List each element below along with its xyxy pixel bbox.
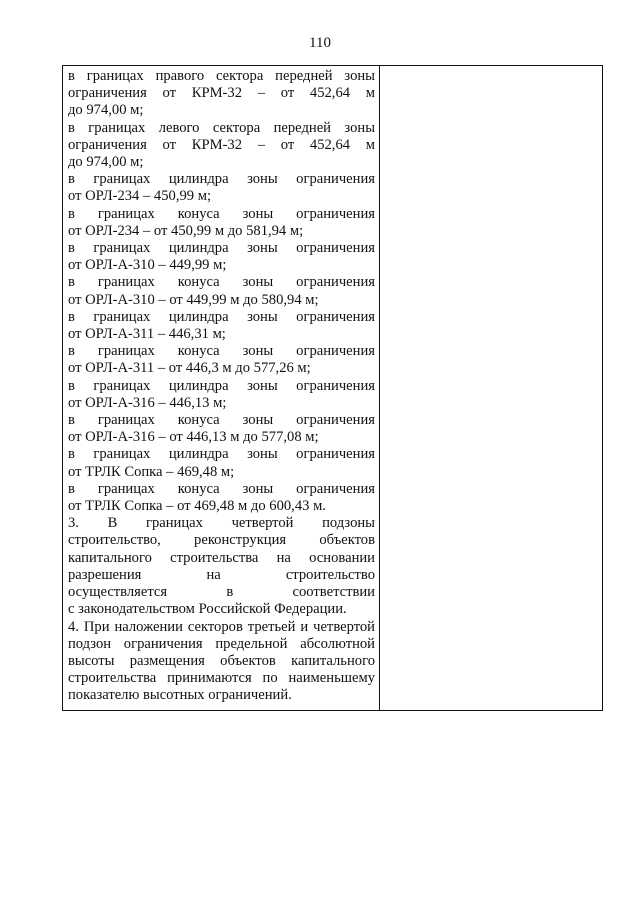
text-paragraph <box>68 378 375 412</box>
text-line: высоты размещения объектов капитального <box>68 652 375 669</box>
text-line: в границах цилиндра зоны ограничения <box>68 171 375 188</box>
text-line: в границах конуса зоны ограничения <box>68 343 375 360</box>
text-paragraph <box>68 515 375 618</box>
text-line: подзон ограничения предельной абсолютной <box>68 635 375 652</box>
text-line: от ОРЛ-А-310 – от 449,99 м до 580,94 м; <box>68 291 319 308</box>
text-line: ограничения от КРМ-32 – от 452,64 м <box>68 136 375 153</box>
text-line: разрешения на строительство <box>68 566 375 583</box>
text-line: строительства принимаются по наименьшему <box>68 670 375 687</box>
text-line: 4. При наложении секторов третьей и четвертой <box>68 618 375 635</box>
text-line: в границах цилиндра зоны ограничения <box>68 308 375 325</box>
text-paragraph <box>68 120 375 172</box>
text-line: до 974,00 м; <box>68 102 144 119</box>
text-paragraph <box>68 412 375 446</box>
text-paragraph <box>68 240 375 274</box>
page-number: 110 <box>309 35 331 51</box>
text-line: осуществляется в соответствии <box>68 584 375 601</box>
text-paragraph <box>68 171 375 205</box>
text-line: в границах конуса зоны ограничения <box>68 412 375 429</box>
text-line: от ОРЛ-А-310 – 449,99 м; <box>68 257 227 274</box>
text-paragraph <box>68 343 375 377</box>
text-paragraph <box>68 481 375 515</box>
text-line: от ОРЛ-234 – 450,99 м; <box>68 188 212 205</box>
text-line: с законодательством Российской Федерации. <box>68 601 347 618</box>
text-line: от ОРЛ-А-311 – от 446,3 м до 577,26 м; <box>68 360 311 377</box>
table-text-column <box>63 66 380 710</box>
text-paragraph <box>68 206 375 240</box>
text-line: в границах конуса зоны ограничения <box>68 480 375 497</box>
text-paragraph <box>68 446 375 480</box>
text-line: от ОРЛ-А-316 – от 446,13 м до 577,08 м; <box>68 429 319 446</box>
text-line: от ТРЛК Сопка – 469,48 м; <box>68 463 235 480</box>
text-line: 3. В границах четвертой подзоны <box>68 515 375 532</box>
text-paragraph <box>68 274 375 308</box>
text-line: от ТРЛК Сопка – от 469,48 м до 600,43 м. <box>68 498 326 515</box>
text-line: до 974,00 м; <box>68 154 144 171</box>
text-line: в границах цилиндра зоны ограничения <box>68 377 375 394</box>
table-empty-column <box>380 66 602 710</box>
text-line: строительство, реконструкция объектов <box>68 532 375 549</box>
text-paragraph <box>68 619 375 705</box>
text-line: в границах конуса зоны ограничения <box>68 205 375 222</box>
text-line: в границах цилиндра зоны ограничения <box>68 240 375 257</box>
text-line: от ОРЛ-234 – от 450,99 м до 581,94 м; <box>68 222 304 239</box>
text-line: от ОРЛ-А-311 – 446,31 м; <box>68 326 226 343</box>
text-line: показателю высотных ограничений. <box>68 687 292 704</box>
text-paragraph <box>68 309 375 343</box>
text-line: в границах левого сектора передней зоны <box>68 119 375 136</box>
document-table <box>62 65 603 711</box>
text-paragraph <box>68 68 375 120</box>
text-line: от ОРЛ-А-316 – 446,13 м; <box>68 394 227 411</box>
text-line: в границах конуса зоны ограничения <box>68 274 375 291</box>
text-line: капитального строительства на основании <box>68 549 375 566</box>
text-line: в границах цилиндра зоны ограничения <box>68 446 375 463</box>
text-line: в границах правого сектора передней зоны <box>68 68 375 84</box>
text-line: ограничения от КРМ-32 – от 452,64 м <box>68 85 375 102</box>
